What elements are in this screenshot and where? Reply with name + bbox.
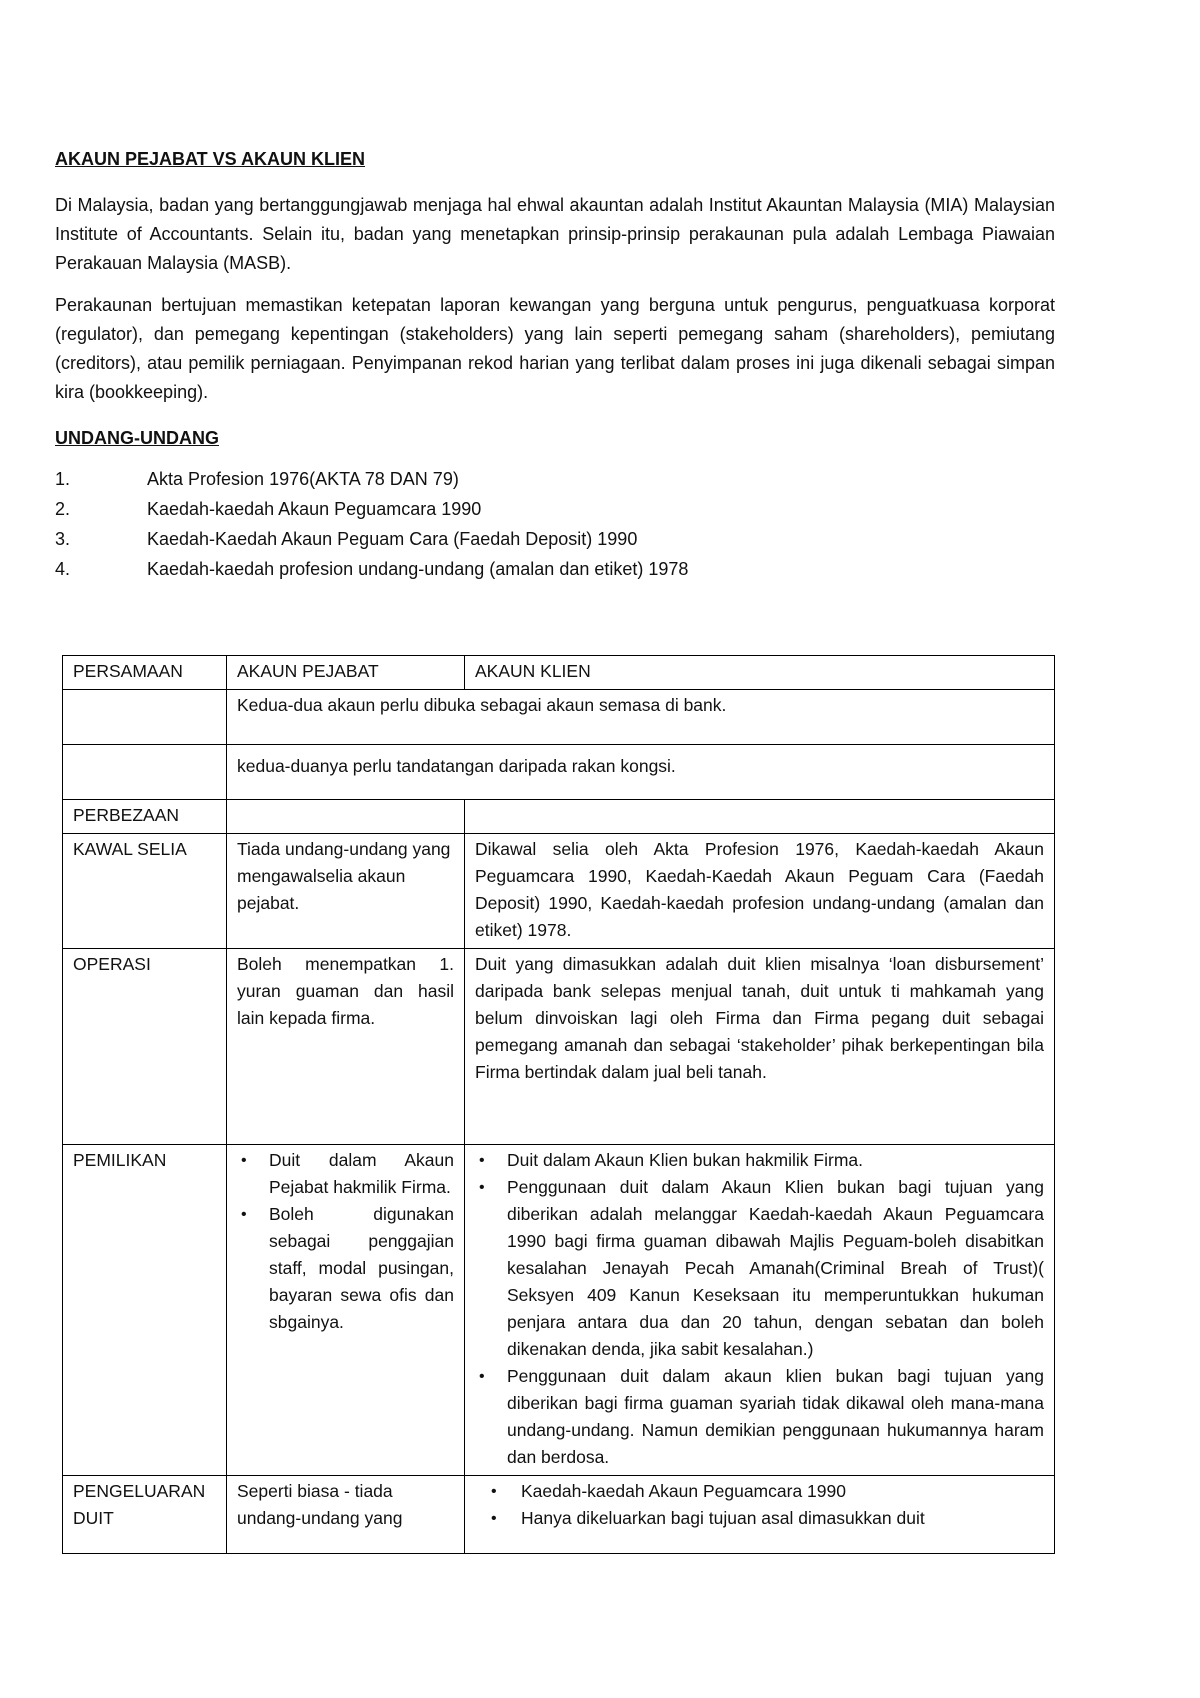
similarity-cell: kedua-duanya perlu tandatangan daripada rakan kongsi.: [227, 745, 1055, 800]
bullet-icon: •: [241, 1152, 247, 1169]
page-title: AKAUN PEJABAT VS AKAUN KLIEN: [55, 149, 366, 169]
law-item: 3. Kaedah-Kaedah Akaun Peguam Cara (Faedah Deposit) 1990: [55, 529, 638, 549]
table-row: [63, 800, 1055, 834]
table-row: [63, 949, 1055, 1145]
pejabat-cell: [227, 1145, 465, 1476]
row-label: PENGELUARAN DUIT: [63, 1476, 227, 1554]
law-heading: UNDANG-UNDANG: [55, 428, 219, 448]
bullet-icon: •: [491, 1483, 497, 1500]
intro-paragraph: Di Malaysia, badan yang bertanggungjawab menjaga hal ehwal akauntan adalah Institut Akauntan Malaysia (MIA) Malaysian Institute of Accountants. Selain itu, badan yang menetapkan prinsip-prinsip perakaunan pula adalah Lembaga Piawaian Perakauan Malaysia (MASB).: [55, 195, 1055, 273]
law-item: 4. Kaedah-kaedah profesion undang-undang (amalan dan etiket) 1978: [55, 559, 689, 579]
list-item: • Hanya dikeluarkan bagi tujuan asal dimasukkan duit: [475, 1505, 1044, 1532]
bullet-list: [237, 1147, 454, 1336]
law-item: 2. Kaedah-kaedah Akaun Peguamcara 1990: [55, 499, 482, 519]
list-item: • Duit dalam Akaun Klien bukan hakmilik Firma.: [475, 1147, 1044, 1174]
header-akaun-pejabat: AKAUN PEJABAT: [227, 656, 465, 690]
klien-cell: Duit yang dimasukkan adalah duit klien misalnya ‘loan disbursement’ daripada bank selepas menjual tanah, duit untuk ti mahkamah yang belum dinvoiskan lagi oleh Firma dan Firma pegang duit sebagai pemegang amanah dan sebagai ‘stakeholder’ pihak berkepentingan bila Firma bertindak dalam jual beli tanah.: [465, 949, 1055, 1145]
header-akaun-klien: AKAUN KLIEN: [465, 656, 1055, 690]
list-item: • Penggunaan duit dalam Akaun Klien bukan bagi tujuan yang diberikan adalah melanggar Kaedah-kaedah Akaun Peguamcara 1990 bagi firma guaman dibawah Majlis Peguam-boleh disabitkan kesalahan Jenayah Pecah Amanah(Criminal Breah of Trust)( Seksyen 409 Kanun Keseksaan itu memperuntukkan hukuman penjara antara dua dan 20 tahun, dengan sebatan dan boleh dikenakan denda, jika sabit kesalahan.): [475, 1174, 1044, 1363]
klien-cell: Dikawal selia oleh Akta Profesion 1976, Kaedah-kaedah Akaun Peguamcara 1990, Kaedah-Kaedah Akaun Peguam Cara (Faedah Deposit) 1990, Kaedah-kaedah profesion undang-undang (amalan dan etiket) 1978.: [465, 834, 1055, 949]
list-item: • Kaedah-kaedah Akaun Peguamcara 1990: [475, 1478, 1044, 1505]
bullet-icon: •: [241, 1206, 247, 1223]
klien-cell: [465, 1145, 1055, 1476]
list-item: • Boleh digunakan sebagai penggajian staff, modal pusingan, bayaran sewa ofis dan sbgainya.: [237, 1201, 454, 1336]
row-label: PEMILIKAN: [63, 1145, 227, 1476]
list-item: • Duit dalam Akaun Pejabat hakmilik Firma.: [237, 1147, 454, 1201]
header-persamaan: PERSAMAAN: [63, 656, 227, 690]
klien-cell: [465, 1476, 1055, 1554]
row-label: KAWAL SELIA: [63, 834, 227, 949]
bullet-list: [475, 1478, 1044, 1532]
list-item: • Penggunaan duit dalam akaun klien bukan bagi tujuan yang diberikan bagi firma guaman syariah tidak dikawal oleh mana-mana undang-undang. Namun demikian penggunaan hukumannya haram dan berdosa.: [475, 1363, 1044, 1471]
table-row: [63, 1476, 1055, 1554]
table-row: [63, 690, 1055, 745]
table-header-row: [63, 656, 1055, 690]
bullet-icon: •: [479, 1368, 485, 1385]
bullet-list: [475, 1147, 1044, 1471]
table-row: [63, 834, 1055, 949]
row-label: OPERASI: [63, 949, 227, 1145]
perbezaan-heading: PERBEZAAN: [63, 800, 227, 834]
document-body: [55, 146, 1055, 584]
table-row: [63, 745, 1055, 800]
law-list: [55, 464, 1055, 584]
bullet-icon: •: [479, 1152, 485, 1169]
accounting-paragraph: Perakaunan bertujuan memastikan ketepatan laporan kewangan yang berguna untuk pengurus, penguatkuasa korporat (regulator), dan pemegang kepentingan (stakeholders) yang lain seperti pemegang saham (shareholders), pemiutang (creditors), atau pemilik perniagaan. Penyimpanan rekod harian yang terlibat dalam proses ini juga dikenali sebagai simpan kira (bookkeeping).: [55, 295, 1055, 402]
bullet-icon: •: [491, 1510, 497, 1527]
bullet-icon: •: [479, 1179, 485, 1196]
law-item: 1. Akta Profesion 1976(AKTA 78 DAN 79): [55, 469, 459, 489]
pejabat-cell: Seperti biasa - tiada undang-undang yang: [227, 1476, 465, 1554]
comparison-table: [62, 655, 1055, 1554]
pejabat-cell: Boleh menempatkan 1. yuran guaman dan hasil lain kepada firma.: [227, 949, 465, 1145]
table-row: [63, 1145, 1055, 1476]
similarity-cell: Kedua-dua akaun perlu dibuka sebagai akaun semasa di bank.: [227, 690, 1055, 745]
pejabat-cell: Tiada undang-undang yang mengawalselia akaun pejabat.: [227, 834, 465, 949]
